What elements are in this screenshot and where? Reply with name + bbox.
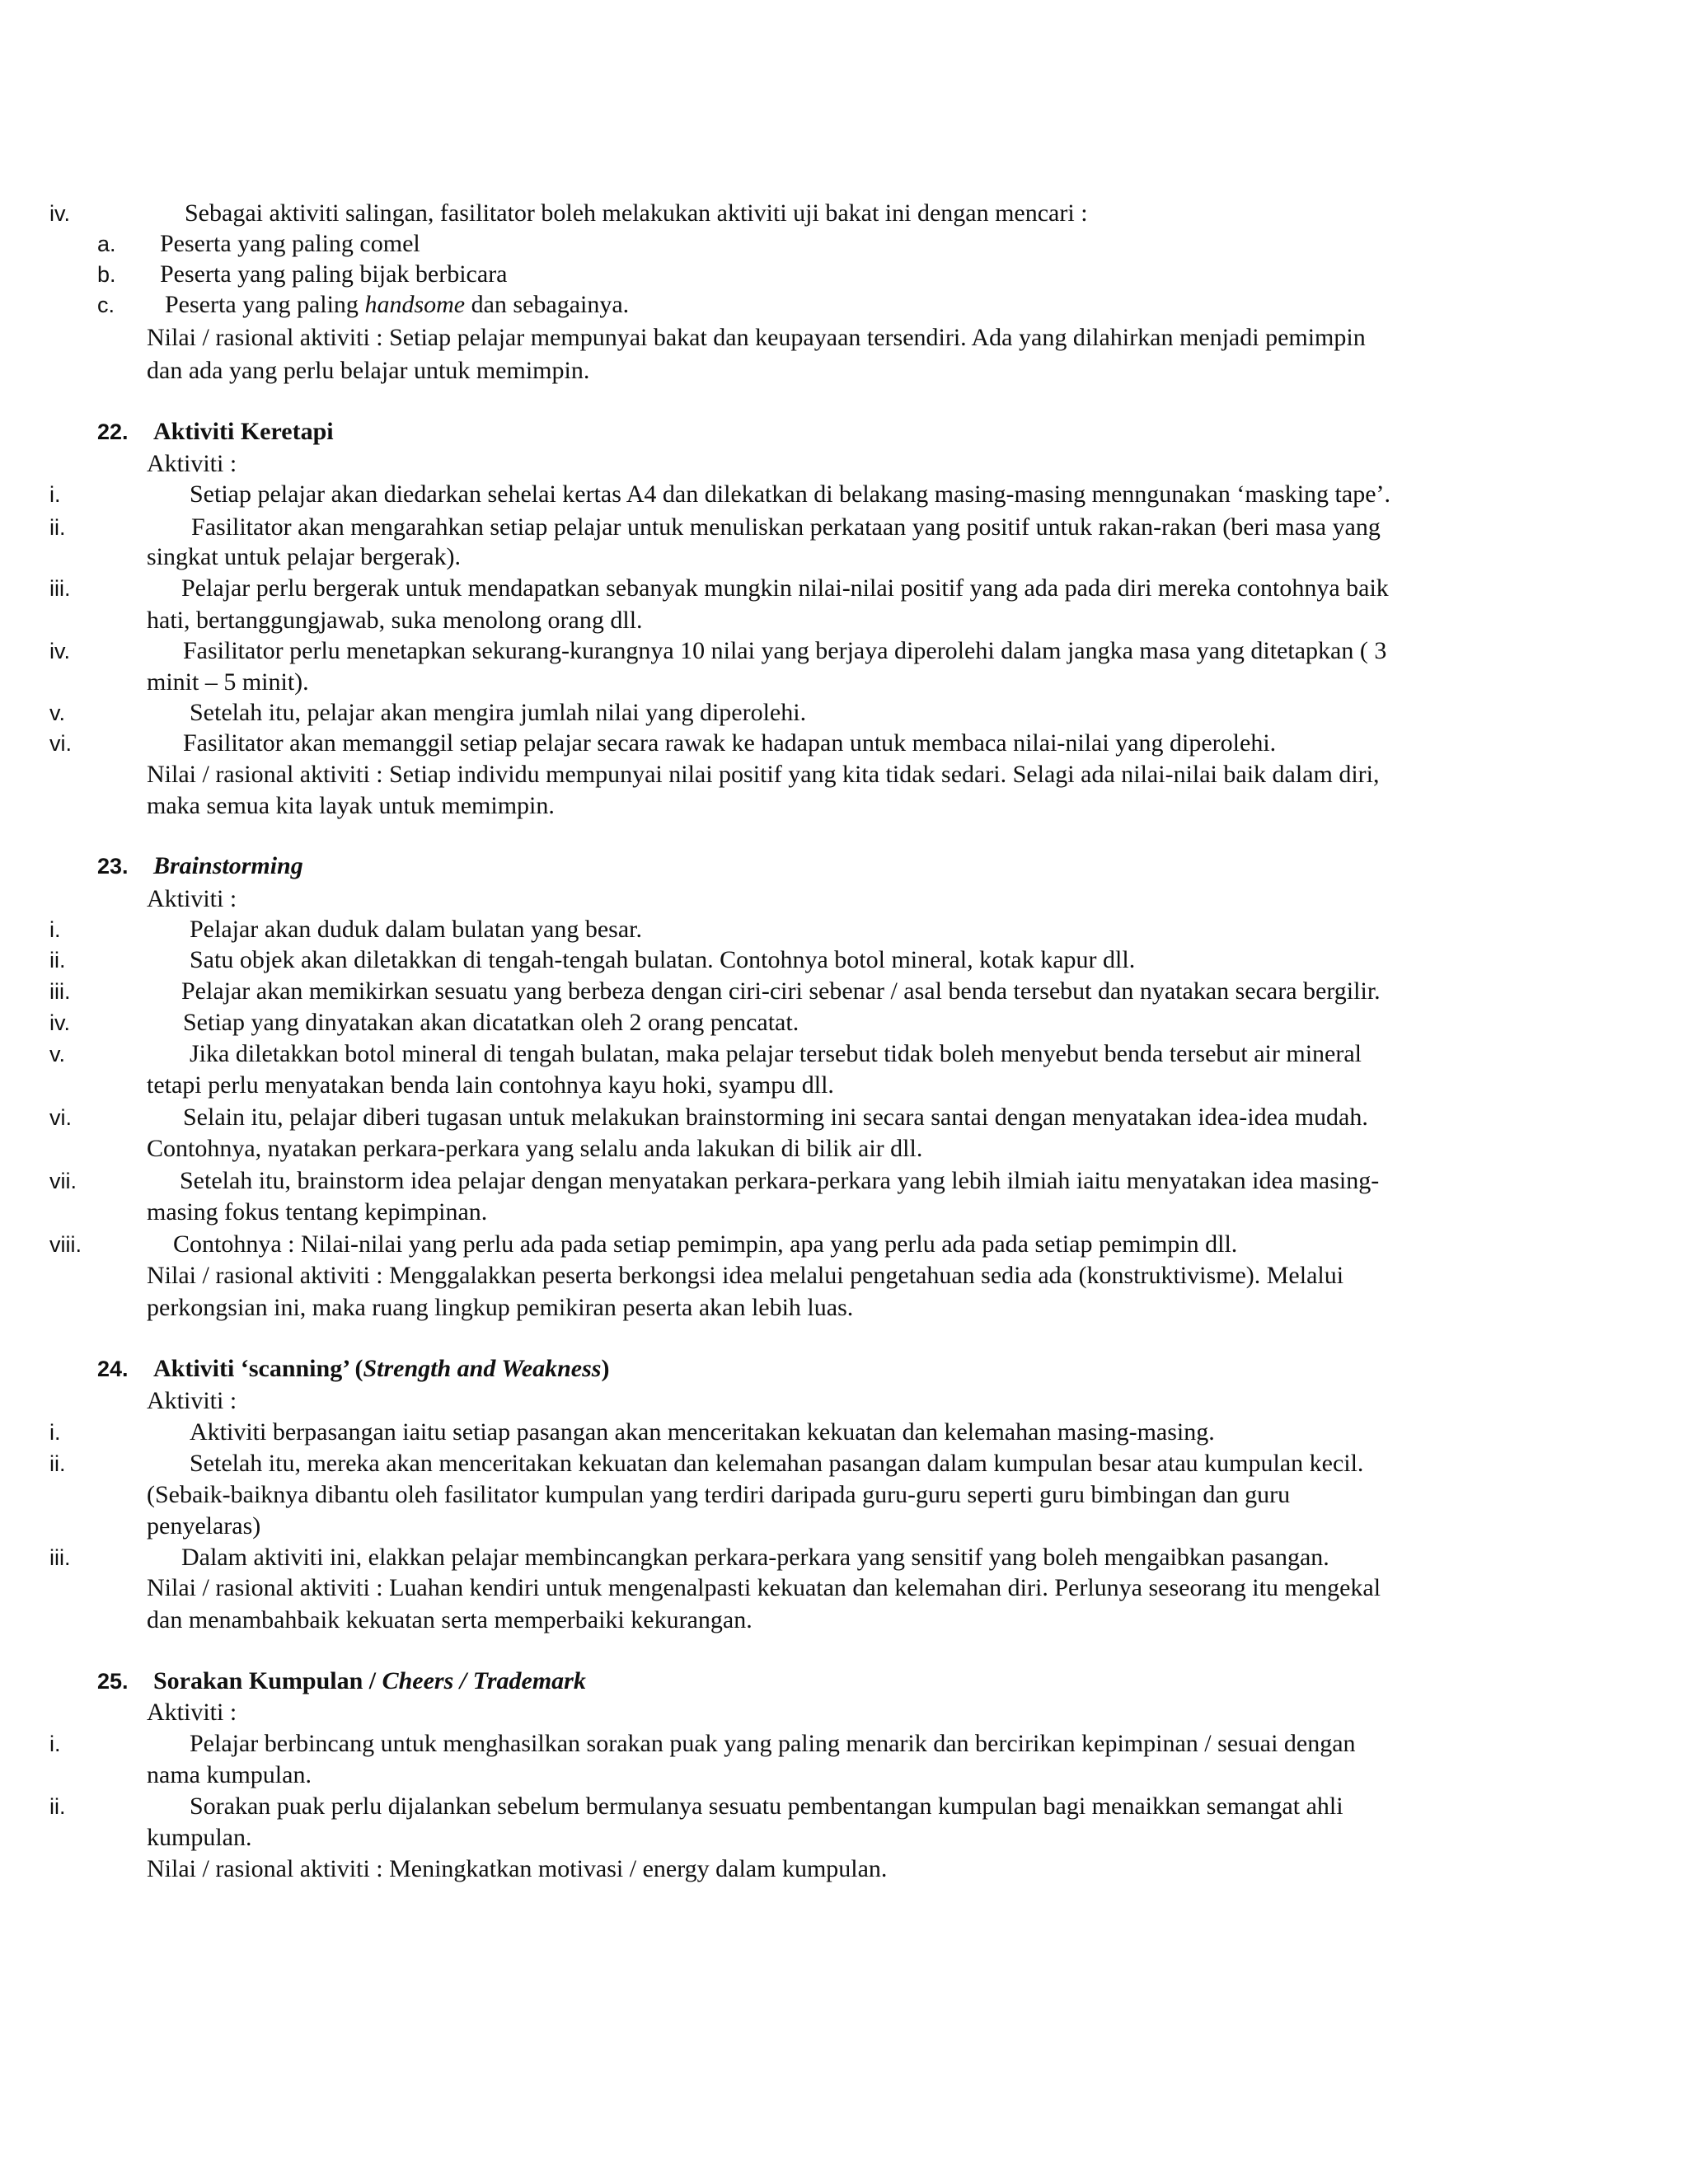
item-text: minit – 5 minit). bbox=[147, 668, 309, 696]
list-item bbox=[0, 1228, 1688, 1261]
aktiviti-label: Aktiviti : bbox=[147, 885, 237, 912]
item-text: Aktiviti berpasangan iaitu setiap pasangan akan menceritakan kekuatan dan kelemahan masing-masing. bbox=[190, 1418, 1215, 1446]
italic-term: Strength and Weakness bbox=[363, 1355, 602, 1382]
item-text: Selain itu, pelajar diberi tugasan untuk melakukan brainstorming ini secara santai dengan menyatakan idea-idea mudah. bbox=[183, 1104, 1368, 1131]
item-text: kumpulan. bbox=[147, 1824, 252, 1851]
item-continuation bbox=[0, 666, 1688, 699]
item-number: ii. bbox=[49, 1451, 66, 1476]
list-item bbox=[0, 727, 1688, 760]
list-item bbox=[0, 913, 1688, 946]
item-text: Contohnya : Nilai-nilai yang perlu ada pada setiap pemimpin, apa yang perlu ada pada setiap pemimpin dll. bbox=[173, 1230, 1238, 1258]
sub-item-letter: b. bbox=[97, 262, 116, 287]
nilai-line bbox=[0, 1853, 1688, 1886]
item-text: Jika diletakkan botol mineral di tengah bulatan, maka pelajar tersebut tidak boleh menyebut benda tersebut air mineral bbox=[190, 1040, 1362, 1067]
list-item bbox=[0, 1006, 1688, 1039]
nilai-text: perkongsian ini, maka ruang lingkup pemikiran peserta akan lebih luas. bbox=[147, 1294, 854, 1321]
item-continuation bbox=[0, 604, 1688, 637]
item-number: ii. bbox=[49, 948, 66, 972]
aktiviti-label-row bbox=[0, 448, 1688, 480]
nilai-text: dan ada yang perlu belajar untuk memimpin. bbox=[147, 357, 590, 384]
item-text: Sebagai aktiviti salingan, fasilitator boleh melakukan aktiviti uji bakat ini dengan mencari : bbox=[185, 199, 1088, 227]
item-continuation bbox=[0, 1510, 1688, 1543]
nilai-text: dan menambahbaik kekuatan serta memperbaiki kekurangan. bbox=[147, 1606, 753, 1633]
item-text: Pelajar akan memikirkan sesuatu yang berbeza dengan ciri-ciri sebenar / asal benda tersebut dan nyatakan secara bergilir. bbox=[181, 977, 1381, 1005]
list-item bbox=[0, 197, 1688, 230]
list-item bbox=[0, 1165, 1688, 1197]
item-text: Setiap yang dinyatakan akan dicatatkan oleh 2 orang pencatat. bbox=[183, 1009, 799, 1036]
list-item bbox=[0, 478, 1688, 511]
item-text: Contohnya, nyatakan perkara-perkara yang selalu anda lakukan di bilik air dll. bbox=[147, 1135, 923, 1162]
aktiviti-label-row bbox=[0, 1696, 1688, 1729]
aktiviti-label: Aktiviti : bbox=[147, 1387, 237, 1414]
italic-term: Cheers / Trademark bbox=[382, 1667, 586, 1694]
item-continuation bbox=[0, 1196, 1688, 1229]
item-text: Fasilitator akan mengarahkan setiap pelajar untuk menuliskan perkataan yang positif untuk rakan-rakan (beri masa yang bbox=[191, 513, 1381, 541]
list-item bbox=[0, 944, 1688, 977]
item-number: vi. bbox=[49, 731, 72, 756]
list-item bbox=[0, 635, 1688, 668]
sub-item-text: Peserta yang paling bijak berbicara bbox=[160, 260, 508, 288]
item-text: Pelajar berbincang untuk menghasilkan sorakan puak yang paling menarik dan bercirikan kepimpinan / sesuai dengan bbox=[190, 1730, 1356, 1757]
nilai-line bbox=[0, 790, 1688, 823]
item-number: ii. bbox=[49, 515, 66, 540]
nilai-line bbox=[0, 354, 1688, 387]
list-item bbox=[0, 1727, 1688, 1760]
item-text: masing fokus tentang kepimpinan. bbox=[147, 1198, 488, 1226]
item-text: Setelah itu, pelajar akan mengira jumlah nilai yang diperolehi. bbox=[190, 699, 807, 726]
list-item bbox=[0, 1447, 1688, 1480]
item-text: Setiap pelajar akan diedarkan sehelai kertas A4 dan dilekatkan di belakang masing-masing menngunakan ‘masking tape’. bbox=[190, 480, 1391, 508]
list-item bbox=[0, 572, 1688, 605]
item-number: vii. bbox=[49, 1169, 77, 1193]
sub-item-letter: c. bbox=[97, 293, 115, 317]
item-number: i. bbox=[49, 1420, 61, 1445]
nilai-line bbox=[0, 1572, 1688, 1605]
nilai-line bbox=[0, 1604, 1688, 1637]
item-number: iii. bbox=[49, 576, 71, 601]
item-text: Pelajar perlu bergerak untuk mendapatkan sebanyak mungkin nilai-nilai positif yang ada pada diri mereka contohnya baik bbox=[181, 574, 1389, 602]
list-item bbox=[0, 1416, 1688, 1449]
nilai-text: Nilai / rasional aktiviti : Luahan kendiri untuk mengenalpasti kekuatan dan kelemahan diri. Perlunya seseorang itu mengekal bbox=[147, 1574, 1381, 1601]
section-heading bbox=[0, 415, 1688, 448]
section-number: 24. bbox=[97, 1357, 129, 1381]
list-item bbox=[0, 511, 1688, 544]
section-title: Brainstorming bbox=[153, 852, 303, 879]
aktiviti-label-row bbox=[0, 1385, 1688, 1418]
item-number: iii. bbox=[49, 1545, 71, 1570]
list-item bbox=[0, 696, 1688, 729]
item-number: i. bbox=[49, 1732, 61, 1756]
list-item bbox=[0, 1101, 1688, 1134]
item-number: iv. bbox=[49, 1010, 70, 1035]
item-continuation bbox=[0, 1132, 1688, 1165]
nilai-text: maka semua kita layak untuk memimpin. bbox=[147, 792, 555, 819]
item-number: ii. bbox=[49, 1794, 66, 1819]
item-continuation bbox=[0, 541, 1688, 574]
item-text: Setelah itu, mereka akan menceritakan kekuatan dan kelemahan pasangan dalam kumpulan besar atau kumpulan kecil. bbox=[190, 1450, 1364, 1477]
item-number: v. bbox=[49, 1042, 65, 1066]
item-text: Pelajar akan duduk dalam bulatan yang besar. bbox=[190, 916, 642, 943]
item-text: (Sebaik-baiknya dibantu oleh fasilitator kumpulan yang terdiri daripada guru-guru seperti guru bimbingan dan guru bbox=[147, 1481, 1291, 1508]
item-number: iv. bbox=[49, 201, 70, 226]
item-continuation bbox=[0, 1069, 1688, 1102]
item-text: hati, bertanggungjawab, suka menolong orang dll. bbox=[147, 607, 643, 634]
item-text: tetapi perlu menyatakan benda lain contohnya kayu hoki, syampu dll. bbox=[147, 1071, 834, 1099]
section-heading bbox=[0, 1665, 1688, 1698]
nilai-line bbox=[0, 1259, 1688, 1292]
aktiviti-label: Aktiviti : bbox=[147, 450, 237, 477]
section-number: 23. bbox=[97, 854, 129, 879]
list-item bbox=[0, 1541, 1688, 1574]
item-text: Sorakan puak perlu dijalankan sebelum bermulanya sesuatu pembentangan kumpulan bagi menaikkan semangat ahli bbox=[190, 1793, 1343, 1820]
nilai-text: Nilai / rasional aktiviti : Menggalakkan peserta berkongsi idea melalui pengetahuan sedia ada (konstruktivisme). Melalui bbox=[147, 1262, 1344, 1289]
item-number: v. bbox=[49, 701, 65, 725]
item-text: Fasilitator perlu menetapkan sekurang-kurangnya 10 nilai yang berjaya diperolehi dalam jangka masa yang ditetapkan ( 3 bbox=[183, 637, 1387, 664]
italic-term: handsome bbox=[364, 291, 466, 318]
item-number: iv. bbox=[49, 639, 70, 663]
item-text: Setelah itu, brainstorm idea pelajar dengan menyatakan perkara-perkara yang lebih ilmiah iaitu menyatakan idea masing- bbox=[180, 1167, 1380, 1194]
item-text: Satu objek akan diletakkan di tengah-tengah bulatan. Contohnya botol mineral, kotak kapur dll. bbox=[190, 946, 1136, 973]
nilai-line bbox=[0, 1291, 1688, 1324]
nilai-text: Nilai / rasional aktiviti : Meningkatkan motivasi / energy dalam kumpulan. bbox=[147, 1855, 888, 1882]
item-number: viii. bbox=[49, 1232, 82, 1257]
sub-item bbox=[0, 227, 1688, 260]
sub-item-text: Peserta yang paling comel bbox=[160, 230, 420, 257]
item-continuation bbox=[0, 1479, 1688, 1511]
item-continuation bbox=[0, 1821, 1688, 1854]
sub-item bbox=[0, 288, 1688, 321]
aktiviti-label-row bbox=[0, 883, 1688, 916]
nilai-text: Nilai / rasional aktiviti : Setiap individu mempunyai nilai positif yang kita tidak sedari. Selagi ada nilai-nilai baik dalam diri, bbox=[147, 761, 1380, 788]
item-text: penyelaras) bbox=[147, 1512, 261, 1540]
list-item bbox=[0, 1790, 1688, 1823]
nilai-text: Nilai / rasional aktiviti : Setiap pelajar mempunyai bakat dan keupayaan tersendiri. Ada yang dilahirkan menjadi pemimpin bbox=[147, 324, 1366, 351]
section-heading bbox=[0, 850, 1688, 883]
item-text: nama kumpulan. bbox=[147, 1761, 312, 1788]
item-text: Dalam aktiviti ini, elakkan pelajar membincangkan perkara-perkara yang sensitif yang boleh mengaibkan pasangan. bbox=[181, 1544, 1329, 1571]
section-title: Aktiviti ‘scanning’ (Strength and Weakness) bbox=[153, 1355, 610, 1382]
list-item bbox=[0, 975, 1688, 1008]
section-number: 22. bbox=[97, 419, 129, 444]
section-title: Aktiviti Keretapi bbox=[153, 418, 334, 445]
sub-item bbox=[0, 258, 1688, 291]
item-continuation bbox=[0, 1759, 1688, 1792]
item-number: vi. bbox=[49, 1105, 72, 1130]
item-text: singkat untuk pelajar bergerak). bbox=[147, 543, 461, 570]
sub-item-letter: a. bbox=[97, 232, 116, 256]
section-number: 25. bbox=[97, 1669, 129, 1694]
nilai-line bbox=[0, 321, 1688, 354]
item-text: Fasilitator akan memanggil setiap pelajar secara rawak ke hadapan untuk membaca nilai-nilai yang diperolehi. bbox=[183, 729, 1277, 757]
item-number: i. bbox=[49, 482, 61, 507]
sub-item-text: Peserta yang paling handsome dan sebagainya. bbox=[165, 291, 630, 318]
item-number: iii. bbox=[49, 979, 71, 1004]
nilai-line bbox=[0, 758, 1688, 791]
aktiviti-label: Aktiviti : bbox=[147, 1699, 237, 1726]
section-title: Sorakan Kumpulan / Cheers / Trademark bbox=[153, 1667, 586, 1694]
item-number: i. bbox=[49, 917, 61, 942]
list-item bbox=[0, 1038, 1688, 1071]
section-heading bbox=[0, 1352, 1688, 1385]
